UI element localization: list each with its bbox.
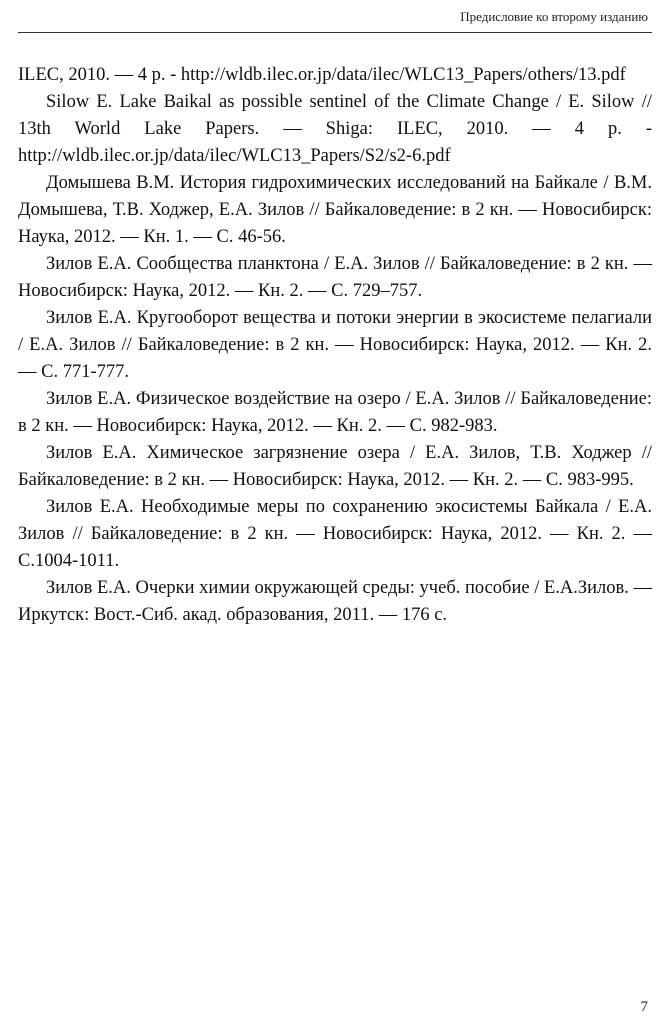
reference-entry-continued: ILEC, 2010. — 4 p. - http://wldb.ilec.or.jp/data/ilec/WLC13_Papers/others/13.pdf — [18, 65, 626, 85]
header-rule — [18, 32, 652, 33]
reference-entry-domysheva: Домышева В.М. История гидрохимических исследований на Байкале / В.М. Домышева, Т.В. Ходжер, Е.А. Зилов // Байкаловедение: в 2 кн. — Новосибирск: Наука, 2012. — Кн. 1. — С. 46-56. — [18, 173, 652, 247]
reference-entry-chemistry-essays: Зилов Е.А. Очерки химии окружающей среды: учеб. пособие / Е.А.Зилов. — Иркутск: Вост.-Сиб. акад. образования, 2011. — 176 с. — [18, 578, 653, 625]
reference-entry-plankton: Зилов Е.А. Сообщества планктона / Е.А. Зилов // Байкаловедение: в 2 кн. — Новосибирск: Наука, 2012. — Кн. 2. — С. 729–757. — [18, 254, 652, 301]
page-number: 7 — [640, 999, 648, 1015]
reference-entry-physical-impact: Зилов Е.А. Физическое воздействие на озеро / Е.А. Зилов // Байкаловедение: в 2 кн. — Новосибирск: Наука, 2012. — Кн. 2. — С. 982-983. — [18, 389, 652, 436]
reference-list — [18, 62, 652, 629]
reference-entry-conservation: Зилов Е.А. Необходимые меры по сохранению экосистемы Байкала / Е.А. Зилов // Байкаловедение: в 2 кн. — Новосибирск: Наука, 2012. — Кн. 2. — С.1004-1011. — [18, 497, 652, 571]
reference-entry-silow: Silow E. Lake Baikal as possible sentinel of the Climate Change / E. Silow // 13th World Lake Papers. — Shiga: ILEC, 2010. — 4 p. - http://wldb.ilec.or.jp/data/ilec/WLC13_Papers/S2/s2-6.pdf — [18, 92, 652, 166]
running-header: Предисловие ко второму изданию — [460, 9, 648, 24]
reference-entry-chemical-pollution: Зилов Е.А. Химическое загрязнение озера / Е.А. Зилов, Т.В. Ходжер // Байкаловедение: в 2 кн. — Новосибирск: Наука, 2012. — Кн. 2. — С. 983-995. — [18, 443, 652, 490]
reference-entry-matter-cycle: Зилов Е.А. Кругооборот вещества и потоки энергии в экосистеме пелагиали / Е.А. Зилов // Байкаловедение: в 2 кн. — Новосибирск: Наука, 2012. — Кн. 2. — С. 771-777. — [18, 308, 652, 382]
